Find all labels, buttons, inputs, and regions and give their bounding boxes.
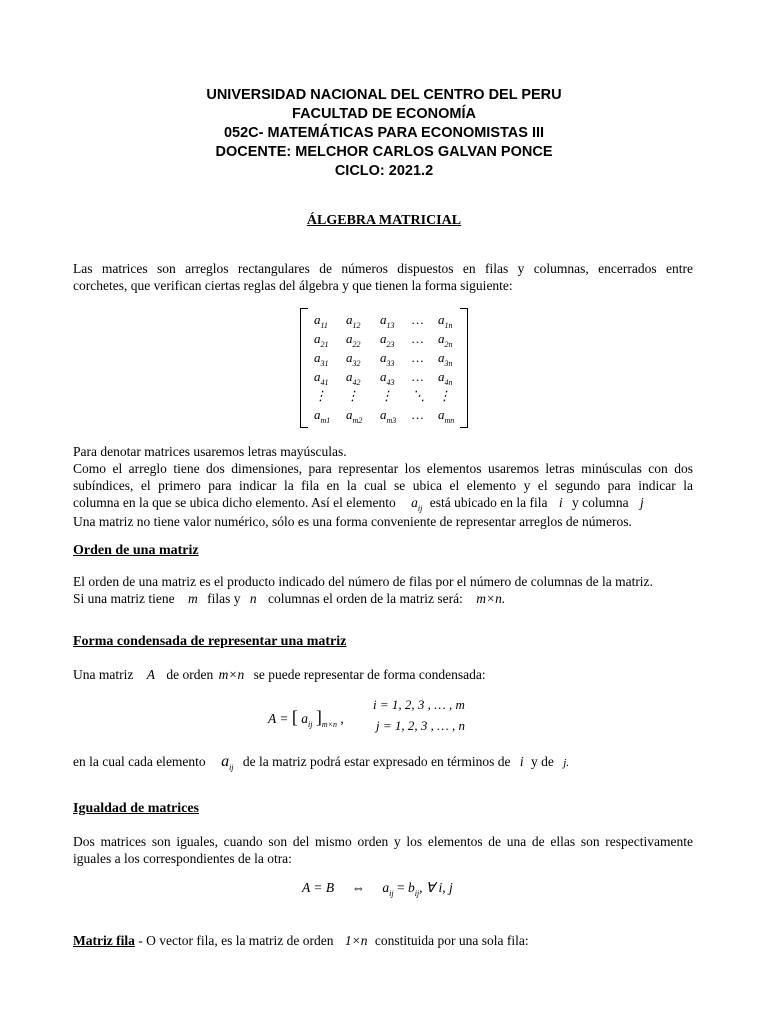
matrix-entry: $a_{12}$ [346, 312, 361, 330]
eq-b: b [407, 880, 415, 895]
i-range: i = 1, 2, 3 , … , m [373, 697, 465, 712]
para2-line-1: Para denotar matrices usaremos letras mayúsculas. [73, 444, 347, 459]
matrix-entry: … [412, 407, 424, 422]
var-i: i [519, 754, 524, 769]
para2-text-c: y columna [571, 495, 629, 510]
matrix-entry: $a_{21}$ [314, 331, 329, 349]
cond-text-b: de orden [166, 667, 214, 682]
matrix-entry: $a_{3n}$ [438, 350, 453, 368]
matrix-entry: ⋮ [438, 388, 451, 403]
para2-line-3: subíndices, el primero para indicar la fila en la cual se ubica el elemento y el segundo para indicar la [73, 478, 693, 493]
fila-text-a: - O vector fila, es la matriz de orden [134, 933, 334, 948]
para2-line-5: Una matriz no tiene valor numérico, sólo es una forma conveniente de representar arreglos de números. [73, 514, 632, 529]
matrix-entry: $a_{42}$ [346, 369, 361, 387]
university-name: UNIVERSIDAD NACIONAL DEL CENTRO DEL PERU [206, 87, 562, 103]
fila-line [73, 932, 713, 950]
heading-fila: Matriz fila [73, 933, 135, 948]
orden-text-b: filas y [207, 591, 241, 606]
forall-ij: , ∀ i, j [419, 880, 453, 895]
heading-igualdad: Igualdad de matrices [73, 801, 199, 816]
elem-sub: ij [229, 763, 234, 772]
element-aij [411, 495, 423, 513]
para2-text-b: está ubicado en la fila [429, 495, 548, 510]
formula-order: m×n [321, 720, 338, 729]
matrix-row [300, 331, 468, 350]
matrix-entry: $a_{mn}$ [438, 407, 455, 425]
igualdad-line-1: Dos matrices son iguales, cuando son del mismo orden y los elementos de una de ellas son respectivamente [73, 834, 693, 849]
cond2-text-c: y de [531, 754, 554, 769]
cond-text-c: se puede representar de forma condensada: [253, 667, 486, 682]
matrix-entry: $a_{33}$ [380, 350, 395, 368]
matrix-entry: ⋮ [314, 388, 327, 403]
eq-sign: = [396, 880, 405, 895]
var-j: j. [563, 757, 570, 769]
orden-line-1: El orden de una matriz es el producto indicado del número de filas por el número de columnas de la matriz. [73, 574, 653, 589]
matrix-entry: ⋮ [346, 388, 359, 403]
eq-a-sub: ij [389, 889, 394, 898]
var-A: A [146, 667, 155, 682]
matrix-entry: … [412, 331, 424, 346]
matrix-row [300, 369, 468, 388]
matrix-row [300, 350, 468, 369]
matrix-entry: $a_{m1}$ [314, 407, 331, 425]
eq-a: a [382, 880, 390, 895]
matrix-entry: … [412, 312, 424, 327]
intro-line-1: Las matrices son arreglos rectangulares de números dispuestos en filas y columnas, encerrados entre [73, 261, 693, 276]
iff-symbol: ⇔ [351, 880, 365, 895]
order-mxn: m×n [218, 667, 245, 682]
course-name: 052C- MATEMÁTICAS PARA ECONOMISTAS III [223, 125, 545, 141]
intro-line-2: corchetes, que verifican ciertas reglas del álgebra y que tienen la forma siguiente: [73, 278, 513, 293]
matrix-entry: … [412, 350, 424, 365]
matrix-entry: $a_{1n}$ [438, 312, 453, 330]
heading-orden: Orden de una matriz [73, 543, 199, 558]
matrix-entry: $a_{2n}$ [438, 331, 453, 349]
elem-base: a [221, 753, 230, 770]
matrix-entry: $a_{31}$ [314, 350, 329, 368]
faculty-name: FACULTAD DE ECONOMÍA [292, 106, 476, 122]
matrix-entry: … [412, 369, 424, 384]
var-n: n [249, 591, 257, 606]
order-mxn: m×n. [476, 591, 506, 606]
equality-formula [302, 880, 453, 898]
var-m: m [187, 591, 198, 606]
formula-A-eq: A = [268, 711, 289, 726]
condensed-formula: A = [ $a_{ij}$ ]$_{m\times n}$ , [268, 707, 344, 729]
igualdad-line-2: iguales a los correspondientes de la otra: [73, 851, 292, 866]
elem-sub: ij [417, 504, 423, 513]
eq-b-sub: ij [414, 889, 420, 898]
cycle: CICLO: 2021.2 [334, 163, 434, 179]
orden-text-c: columnas el orden de la matriz será: [267, 591, 463, 606]
fila-text-b: constituida por una sola fila: [374, 933, 529, 948]
teacher-name: DOCENTE: MELCHOR CARLOS GALVAN PONCE [215, 144, 553, 160]
var-i: i [558, 495, 563, 510]
condensada-line-2 [73, 753, 713, 777]
order-1xn: 1×n [344, 933, 368, 948]
para2-text-a: columna en la que se ubica dicho elemento. Así el elemento [73, 495, 396, 510]
matrix-entry: ⋮ [380, 388, 393, 403]
matrix-entry: $a_{43}$ [380, 369, 395, 387]
matrix-row [300, 407, 468, 426]
matrix-row [300, 312, 468, 331]
matrix-entry: ⋱ [412, 388, 425, 403]
para2-line-2: Como el arreglo tiene dos dimensiones, para representar los elementos usaremos letras minúsculas con dos [73, 461, 693, 476]
formula-a-sub: ij [308, 720, 313, 729]
matrix-entry: $a_{23}$ [380, 331, 395, 349]
heading-condensada: Forma condensada de representar una matriz [73, 634, 347, 649]
matrix-entry: $a_{m3}$ [380, 407, 397, 425]
cond-text-a: Una matriz [73, 667, 134, 682]
element-aij [221, 753, 233, 770]
matrix-entry: $a_{m2}$ [346, 407, 363, 425]
matrix-entry: $a_{4n}$ [438, 369, 453, 387]
matrix-entry: $a_{41}$ [314, 369, 329, 387]
formula-a: a [301, 711, 308, 726]
cond2-text-a: en la cual cada elemento [73, 754, 206, 769]
orden-line-2 [73, 590, 713, 608]
elem-base: a [411, 495, 418, 510]
j-range: j = 1, 2, 3 , … , n [376, 718, 465, 733]
general-matrix [300, 308, 468, 428]
condensada-line-1 [73, 666, 713, 684]
matrix-row [300, 388, 468, 407]
orden-text-a: Si una matriz tiene [73, 591, 175, 606]
matrix-entry: $a_{32}$ [346, 350, 361, 368]
cond2-text-b: de la matriz podrá estar expresado en términos de [242, 754, 511, 769]
var-j: j [639, 495, 644, 510]
eq-A-B: A = B [302, 880, 335, 895]
matrix-entry: $a_{22}$ [346, 331, 361, 349]
matrix-entry: $a_{11}$ [314, 312, 328, 330]
matrix-entry: $a_{13}$ [380, 312, 395, 330]
document-title: ÁLGEBRA MATRICIAL [306, 213, 462, 228]
